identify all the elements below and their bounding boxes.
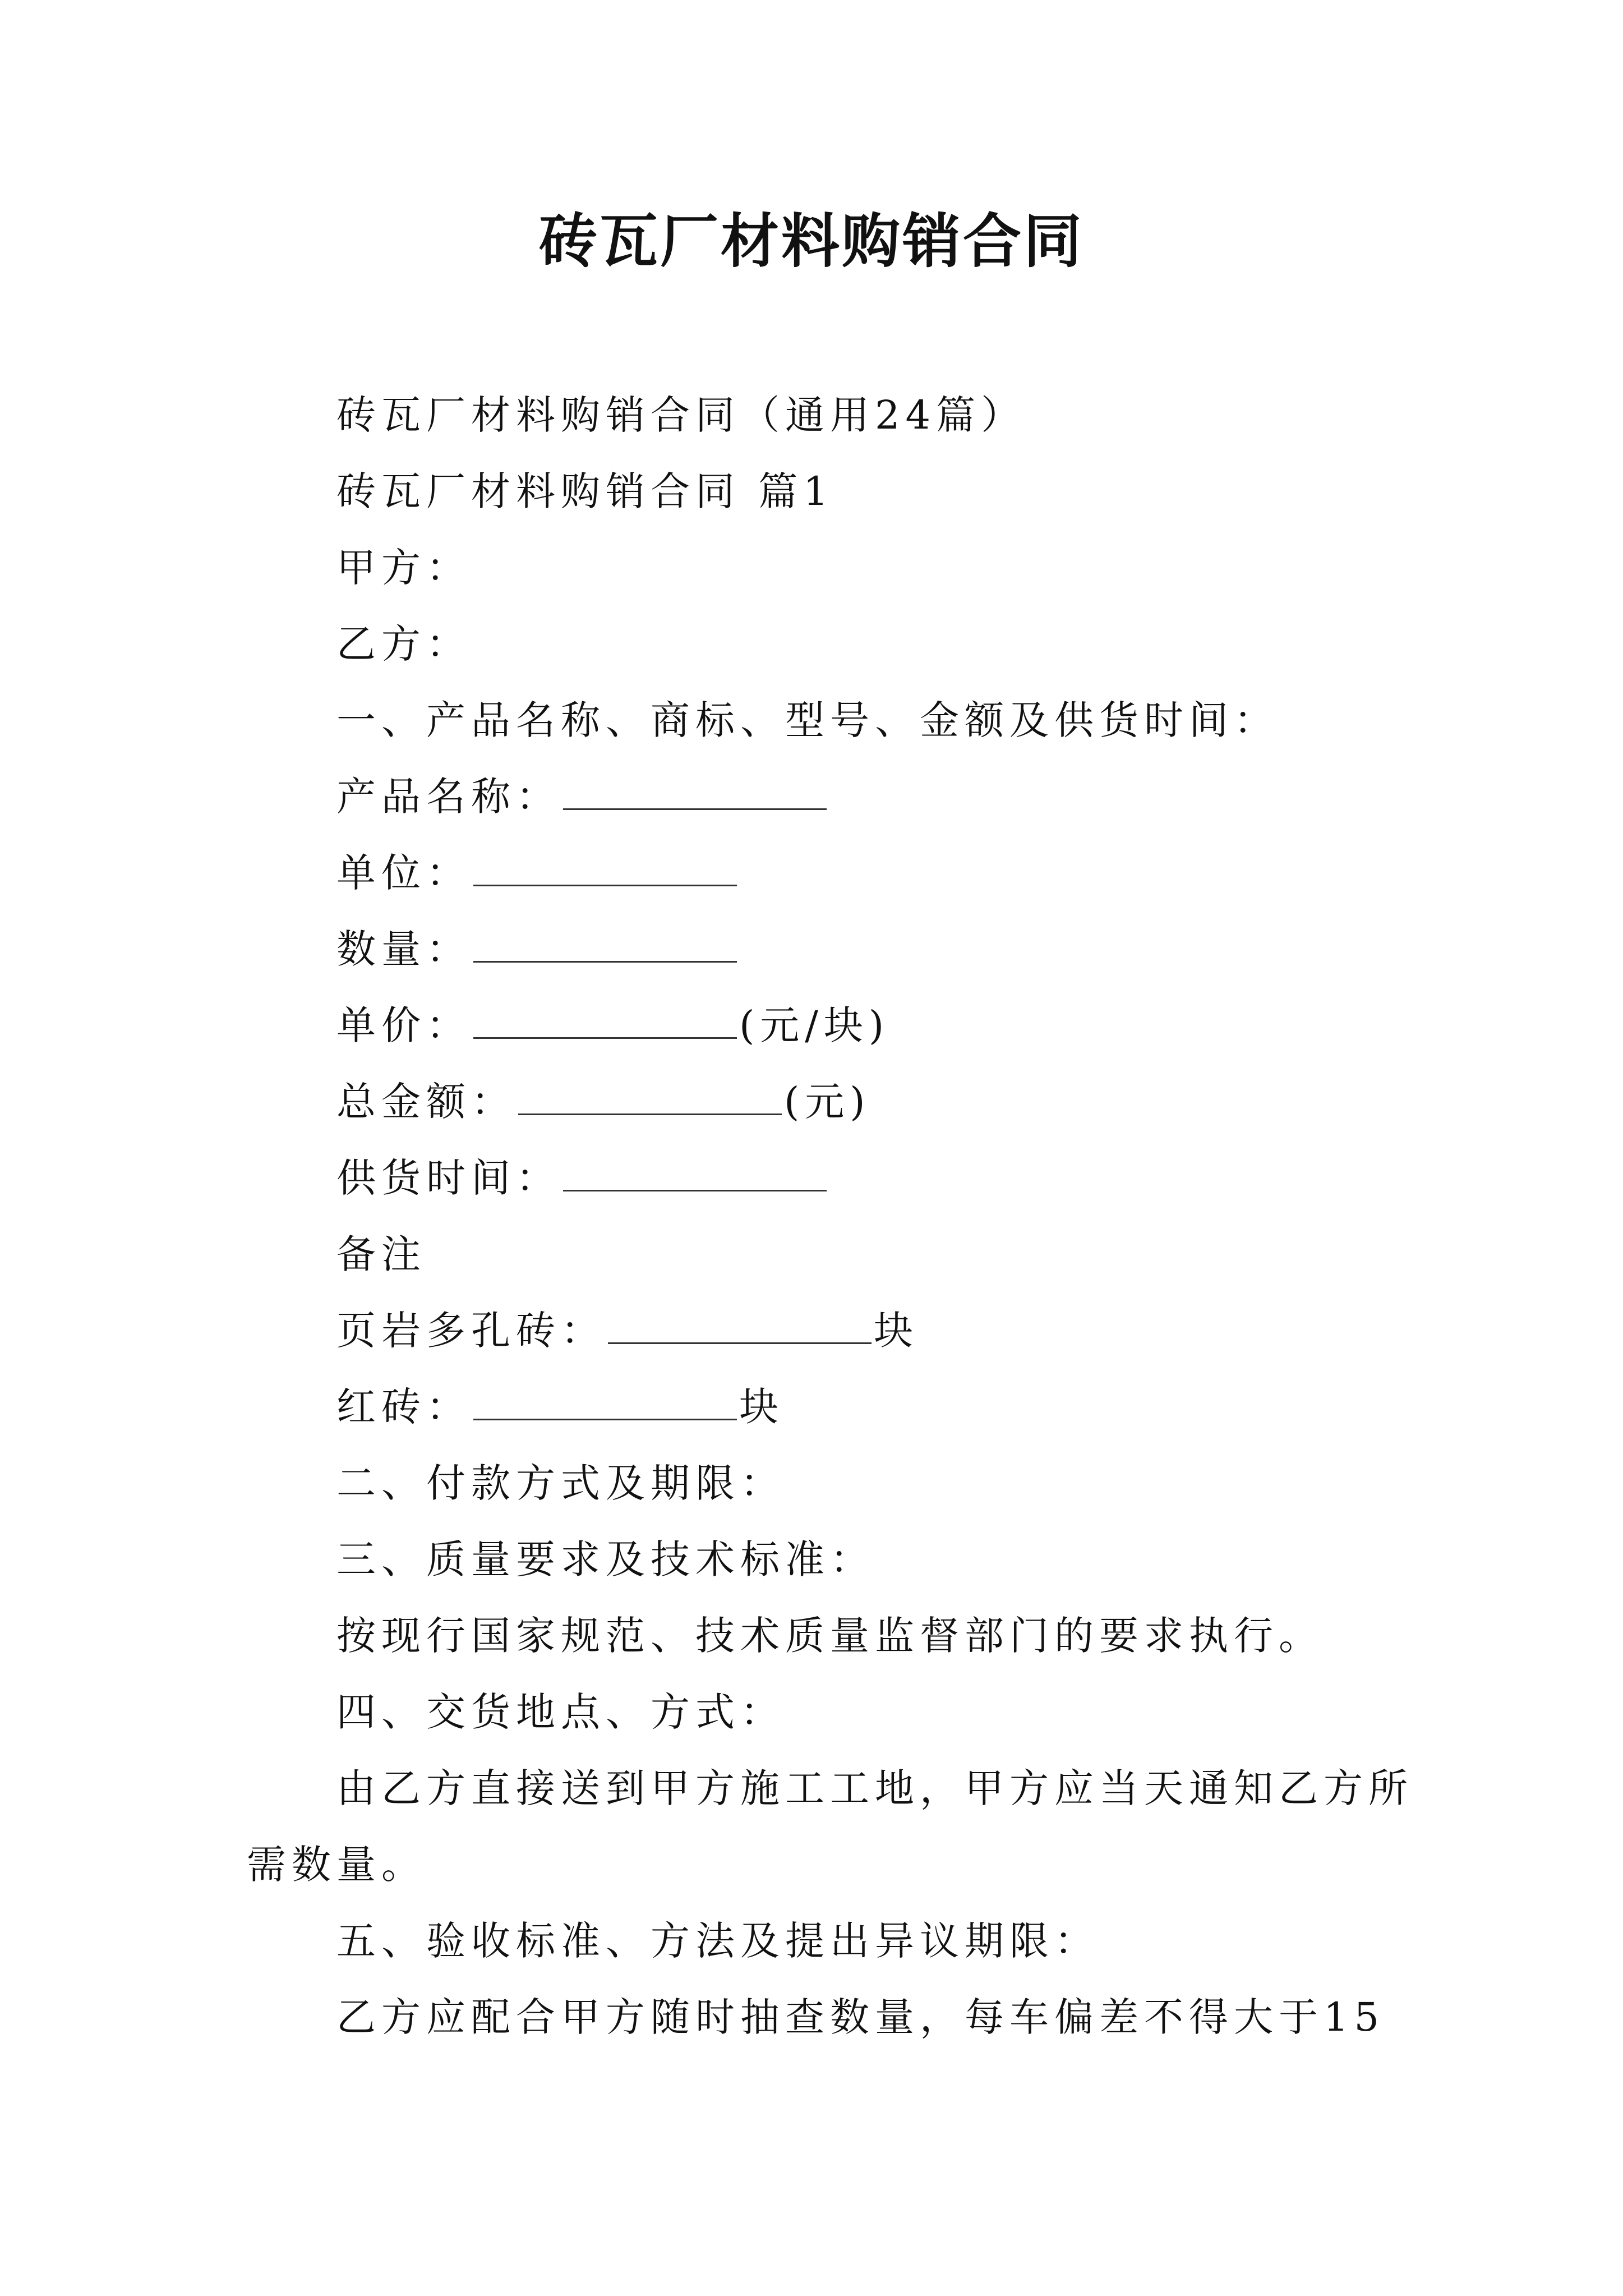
total-amount-field [336, 1074, 871, 1130]
field-suffix: 块 [874, 1308, 919, 1354]
field-label: 单价： [336, 1002, 471, 1048]
party-a-label: 甲方： [336, 545, 471, 591]
fill-blank [563, 775, 827, 810]
section-heading: 砖瓦厂材料购销合同 篇1 [336, 468, 834, 514]
party-b-label: 乙方： [336, 621, 471, 667]
clause-heading: 三、质量要求及技术标准： [336, 1536, 875, 1582]
clause-heading: 二、付款方式及期限： [336, 1460, 785, 1506]
paragraph: 乙方应配合甲方随时抽查数量，每车偏差不得大于15 [336, 1994, 1385, 2040]
quantity-field [336, 921, 739, 977]
clause-heading: 五、验收标准、方法及提出异议期限： [336, 1918, 1099, 1964]
fill-blank [563, 1156, 827, 1191]
product-name-field [336, 769, 829, 825]
unit-field [336, 845, 739, 901]
fill-blank [473, 927, 737, 963]
clause-heading: 四、交货地点、方式： [336, 1689, 785, 1735]
field-label: 产品名称： [336, 774, 561, 820]
field-suffix: 块 [739, 1384, 784, 1430]
remarks-label: 备注 [336, 1231, 426, 1277]
fill-blank [473, 1385, 737, 1420]
shale-brick-field [336, 1303, 919, 1359]
paragraph-continuation: 需数量。 [247, 1842, 426, 1888]
field-label: 供货时间： [336, 1155, 561, 1201]
red-brick-field [336, 1379, 784, 1435]
document-title: 砖瓦厂材料购销合同 [538, 206, 1084, 275]
unit-price-field [336, 997, 889, 1053]
document-subtitle: 砖瓦厂材料购销合同（通用24篇） [336, 392, 1026, 438]
field-suffix: (元) [784, 1079, 871, 1125]
paragraph: 按现行国家规范、技术质量监督部门的要求执行。 [336, 1613, 1324, 1659]
field-label: 红砖： [336, 1384, 471, 1430]
field-label: 总金额： [336, 1079, 516, 1125]
fill-blank [473, 1004, 737, 1039]
fill-blank [473, 851, 737, 886]
field-label: 页岩多孔砖： [336, 1308, 606, 1354]
field-label: 数量： [336, 926, 471, 972]
fill-blank [608, 1309, 872, 1344]
field-suffix: (元/块) [739, 1002, 890, 1048]
field-label: 单位： [336, 850, 471, 896]
supply-time-field [336, 1150, 829, 1206]
fill-blank [518, 1080, 782, 1115]
clause-heading: 一、产品名称、商标、型号、金额及供货时间： [336, 697, 1279, 743]
paragraph: 由乙方直接送到甲方施工工地，甲方应当天通知乙方所 [336, 1765, 1413, 1811]
